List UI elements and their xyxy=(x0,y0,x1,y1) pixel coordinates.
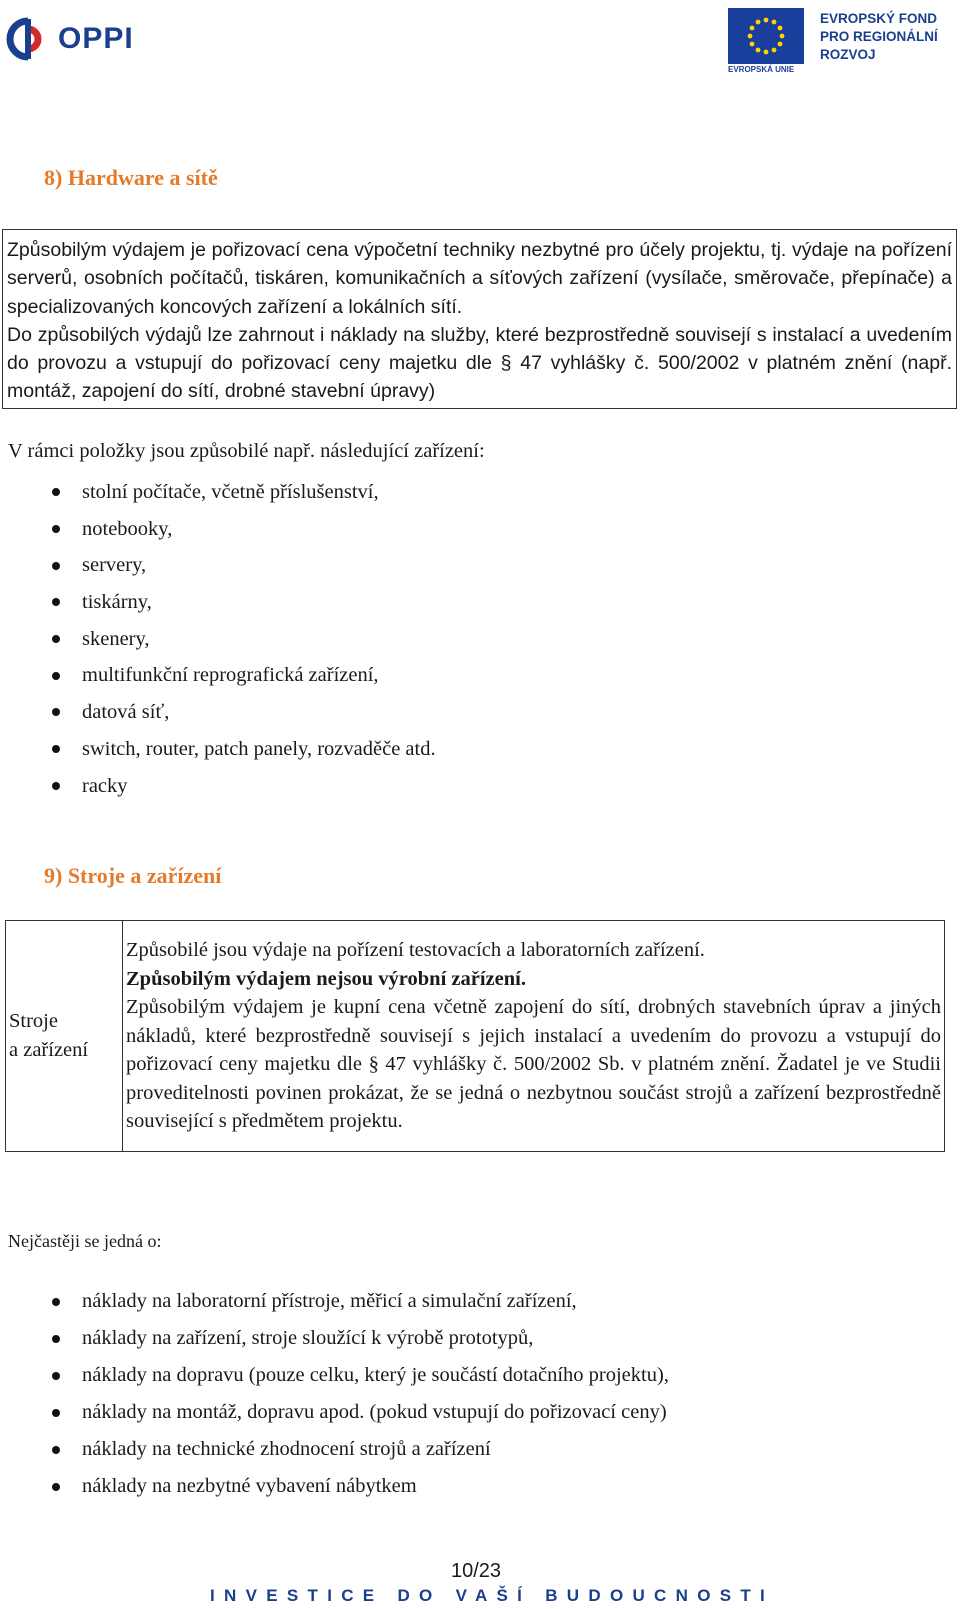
table-content-cell xyxy=(123,921,945,1152)
list-item: servery, xyxy=(8,547,436,584)
list-item: náklady na zařízení, stroje sloužící k výrobě prototypů, xyxy=(8,1320,669,1357)
eu-fund-line: PRO REGIONÁLNÍ xyxy=(820,29,938,44)
oppi-logo xyxy=(6,14,146,64)
list-item: skenery, xyxy=(8,621,436,658)
intro-paragraph: Způsobilým výdajem je pořizovací cena výpočetní techniky nezbytné pro účely projektu, tj. výdaje na pořízení serverů, osobních počítačů, tiskáren, komunikačních a síťových zařízení (vysílače, směrovače, přepínače) a specializovaných koncových zařízení a lokálních sítí. xyxy=(7,239,952,318)
list-item: multifunkční reprografická zařízení, xyxy=(8,657,436,694)
list-item: racky xyxy=(8,768,436,805)
eu-fund-name xyxy=(820,10,938,64)
eu-caption: EVROPSKÁ UNIE xyxy=(728,65,795,74)
table-text-line: Způsobilé jsou výdaje na pořízení testovacích a laboratorních zařízení. xyxy=(126,938,705,961)
most-common-label: Nejčastěji se jedná o: xyxy=(8,1231,162,1251)
list-item: tiskárny, xyxy=(8,584,436,621)
section-heading-machines: 9) Stroje a zařízení xyxy=(44,863,222,888)
machines-table xyxy=(5,920,945,1152)
list-item: switch, router, patch panely, rozvaděče atd. xyxy=(8,731,436,768)
intro-paragraph: Do způsobilých výdajů lze zahrnout i náklady na služby, které bezprostředně souvisejí s instalací a uvedením do provozu a vstupují do pořizovací ceny majetku dle § 47 vyhlášky č. 500/2002 v platném znění (např. montáž, zapojení do sítí, drobné stavební úpravy) xyxy=(7,323,952,403)
list-item: stolní počítače, včetně příslušenství, xyxy=(8,474,436,511)
table-label-cell xyxy=(6,921,123,1152)
eligible-items-lead: V rámci položky jsou způsobilé např. následující zařízení: xyxy=(8,440,485,462)
oppi-wordmark: OPPI xyxy=(58,22,134,55)
page-number: 10/23 xyxy=(451,1560,502,1582)
table-text-paragraph: Způsobilým výdajem je kupní cena včetně zapojení do sítí, drobných stavebních úprav a jiných nákladů, které bezprostředně souvisejí s jejich instalací a uvedením do provozu a vstupují do pořizovací ceny majetku dle § 47 vyhlášky č. 500/2002 Sb. v platném znění. Žadatel je ve Studii proveditelnosti povinen prokázat, že se jedná o nezbytnou součást strojů a zařízení bezprostředně související s předmětem projektu. xyxy=(126,996,941,1133)
section-heading-hardware: 8) Hardware a sítě xyxy=(44,165,218,190)
table-row xyxy=(6,921,945,1152)
footer-slogan: INVESTICE DO VAŠÍ BUDOUCNOSTI xyxy=(210,1586,775,1605)
eu-logo xyxy=(728,8,956,72)
intro-box xyxy=(2,229,957,409)
table-text-bold: Způsobilým výdajem nejsou výrobní zařízení. xyxy=(126,967,526,990)
list-item: náklady na nezbytné vybavení nábytkem xyxy=(8,1468,669,1505)
list-item: datová síť, xyxy=(8,694,436,731)
table-label-line: a zařízení xyxy=(9,1039,89,1061)
eu-flag-icon xyxy=(728,8,804,64)
hardware-list xyxy=(8,474,436,804)
eu-fund-line: EVROPSKÝ FOND xyxy=(820,11,938,26)
costs-list xyxy=(8,1283,669,1505)
list-item: notebooky, xyxy=(8,511,436,548)
eu-fund-line: ROZVOJ xyxy=(820,47,876,62)
list-item: náklady na montáž, dopravu apod. (pokud vstupují do pořizovací ceny) xyxy=(8,1394,669,1431)
table-label-line: Stroje xyxy=(9,1010,58,1033)
list-item: náklady na dopravu (pouze celku, který je součástí dotačního projektu), xyxy=(8,1357,669,1394)
list-item: náklady na technické zhodnocení strojů a zařízení xyxy=(8,1431,669,1468)
list-item: náklady na laboratorní přístroje, měřicí a simulační zařízení, xyxy=(8,1283,669,1320)
oppi-mark-icon xyxy=(6,17,50,61)
